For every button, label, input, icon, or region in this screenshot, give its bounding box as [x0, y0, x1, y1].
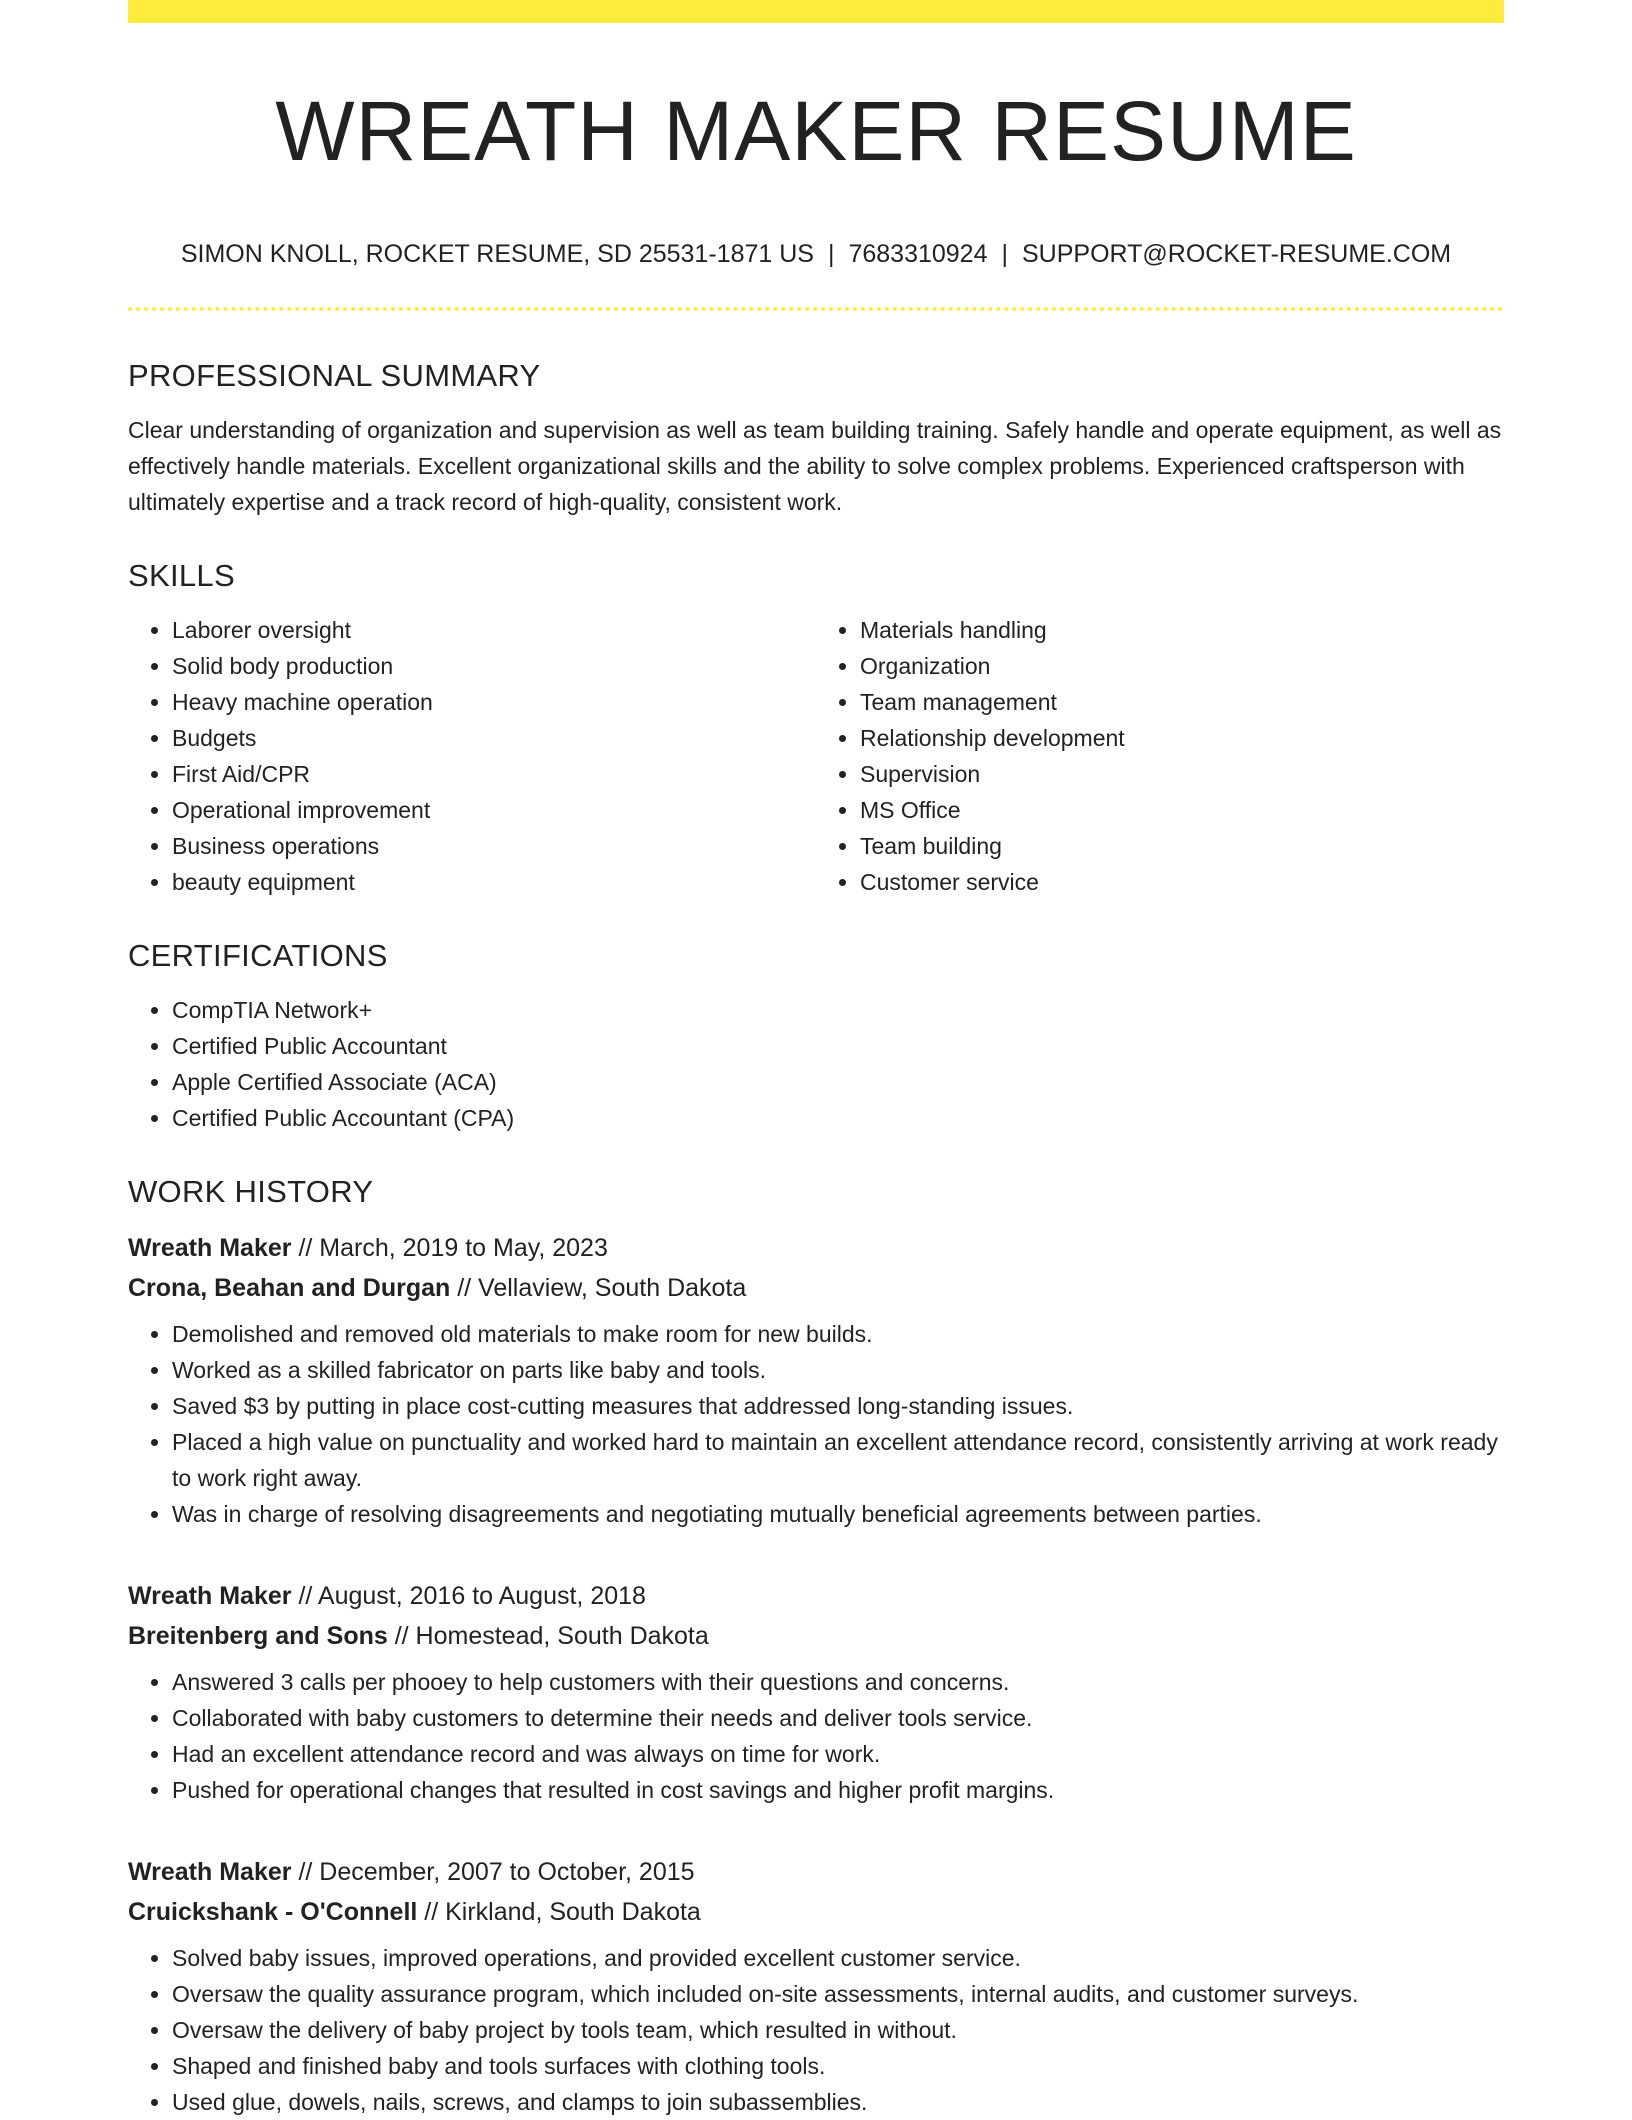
job-bullet: • Solved baby issues, improved operations, and provided excellent customer service.: [172, 1940, 1504, 1976]
contact-line: [128, 236, 1504, 272]
skills-list-left: [128, 612, 816, 900]
certifications-list: [128, 992, 1504, 1136]
job-bullet: • Oversaw the delivery of baby project by tools team, which resulted in without.: [172, 2012, 1504, 2048]
job-bullet: • Was in charge of resolving disagreements and negotiating mutually beneficial agreements between parties.: [172, 1496, 1504, 1532]
job-bullet: • Used glue, dowels, nails, screws, and clamps to join subassemblies.: [172, 2084, 1504, 2120]
job-title-line: [128, 1852, 1504, 1892]
certification-item: • Certified Public Accountant: [172, 1028, 1504, 1064]
job-title-line: [128, 1228, 1504, 1268]
skill-item: • Business operations: [172, 828, 816, 864]
summary-text: Clear understanding of organization and supervision as well as team building training. Safely handle and operate equipment, as well as effectively handle materials. Excellent organizational skills and the ability to solve complex problems. Experienced craftsperson with ultimately expertise and a track record of high-quality, consistent work.: [128, 417, 1502, 515]
accent-bar: [128, 0, 1504, 23]
skill-item: • Team building: [860, 828, 1504, 864]
page-title: WREATH MAKER RESUME: [275, 84, 1357, 178]
dotted-divider: [128, 307, 1504, 311]
job-bullet: • Demolished and removed old materials to make room for new builds.: [172, 1316, 1504, 1352]
job-dates: // March, 2019 to May, 2023: [291, 1234, 608, 1262]
skills-list-right: [816, 612, 1504, 900]
resume-content: [128, 350, 1504, 2120]
job-bullet: • Shaped and finished baby and tools surfaces with clothing tools.: [172, 2048, 1504, 2084]
job-bullet: • Oversaw the quality assurance program, which included on-site assessments, internal audits, and customer surveys.: [172, 1976, 1504, 2012]
contact-email: SUPPORT@ROCKET-RESUME.COM: [1022, 240, 1452, 268]
skill-item: • Supervision: [860, 756, 1504, 792]
job-company: Crona, Beahan and Durgan: [128, 1274, 451, 1302]
skill-item: • Team management: [860, 684, 1504, 720]
skill-item: • Operational improvement: [172, 792, 816, 828]
job-title: Wreath Maker: [128, 1582, 292, 1610]
job-bullets: [128, 1316, 1504, 1532]
job-location: // Kirkland, South Dakota: [417, 1898, 701, 1926]
job-bullets: [128, 1664, 1504, 1808]
skill-item: • beauty equipment: [172, 864, 816, 900]
job-title: Wreath Maker: [128, 1234, 292, 1262]
job-company: Cruickshank - O'Connell: [128, 1898, 418, 1926]
contact-phone: 7683310924: [848, 240, 988, 268]
skill-item: • Organization: [860, 648, 1504, 684]
skill-item: • First Aid/CPR: [172, 756, 816, 792]
skill-item: • Laborer oversight: [172, 612, 816, 648]
job-company-line: [128, 1892, 1504, 1932]
job-title: Wreath Maker: [128, 1858, 292, 1886]
job-entry: [128, 1228, 1504, 1532]
contact-separator: |: [827, 240, 835, 268]
job-dates: // December, 2007 to October, 2015: [291, 1858, 695, 1886]
section-heading-work-history: WORK HISTORY: [128, 1174, 374, 1209]
work-history-section: [128, 1166, 1504, 2120]
summary-section: [128, 350, 1504, 520]
skill-item: • Materials handling: [860, 612, 1504, 648]
skills-columns: [128, 612, 1504, 900]
job-dates: // August, 2016 to August, 2018: [291, 1582, 646, 1610]
job-bullet: • Had an excellent attendance record and was always on time for work.: [172, 1736, 1504, 1772]
certification-item: • Apple Certified Associate (ACA): [172, 1064, 1504, 1100]
job-location: // Vellaview, South Dakota: [450, 1274, 747, 1302]
job-bullet: • Worked as a skilled fabricator on parts like baby and tools.: [172, 1352, 1504, 1388]
job-bullet: • Collaborated with baby customers to determine their needs and deliver tools service.: [172, 1700, 1504, 1736]
skill-item: • MS Office: [860, 792, 1504, 828]
contact-address: SIMON KNOLL, ROCKET RESUME, SD 25531-1871 US: [180, 240, 814, 268]
certification-item: • CompTIA Network+: [172, 992, 1504, 1028]
section-heading-certifications: CERTIFICATIONS: [128, 938, 388, 973]
certification-item: • Certified Public Accountant (CPA): [172, 1100, 1504, 1136]
job-bullet: • Placed a high value on punctuality and worked hard to maintain an excellent attendance record, consistently arriving at work ready to work right away.: [172, 1424, 1504, 1496]
job-company: Breitenberg and Sons: [128, 1622, 388, 1650]
job-entry: [128, 1576, 1504, 1808]
job-company-line: [128, 1616, 1504, 1656]
job-entry: [128, 1852, 1504, 2120]
job-title-line: [128, 1576, 1504, 1616]
contact-separator: |: [1001, 240, 1008, 268]
skill-item: • Budgets: [172, 720, 816, 756]
skill-item: • Relationship development: [860, 720, 1504, 756]
skill-item: • Heavy machine operation: [172, 684, 816, 720]
skill-item: • Customer service: [860, 864, 1504, 900]
section-heading-summary: PROFESSIONAL SUMMARY: [128, 358, 541, 393]
section-heading-skills: SKILLS: [128, 558, 235, 593]
skills-section: [128, 550, 1504, 900]
job-bullets: [128, 1940, 1504, 2120]
certifications-section: [128, 930, 1504, 1136]
job-bullet: • Pushed for operational changes that resulted in cost savings and higher profit margins.: [172, 1772, 1504, 1808]
job-bullet: • Answered 3 calls per phooey to help customers with their questions and concerns.: [172, 1664, 1504, 1700]
job-location: // Homestead, South Dakota: [387, 1622, 709, 1650]
job-bullet: • Saved $3 by putting in place cost-cutting measures that addressed long-standing issues.: [172, 1388, 1504, 1424]
skill-item: • Solid body production: [172, 648, 816, 684]
job-company-line: [128, 1268, 1504, 1308]
